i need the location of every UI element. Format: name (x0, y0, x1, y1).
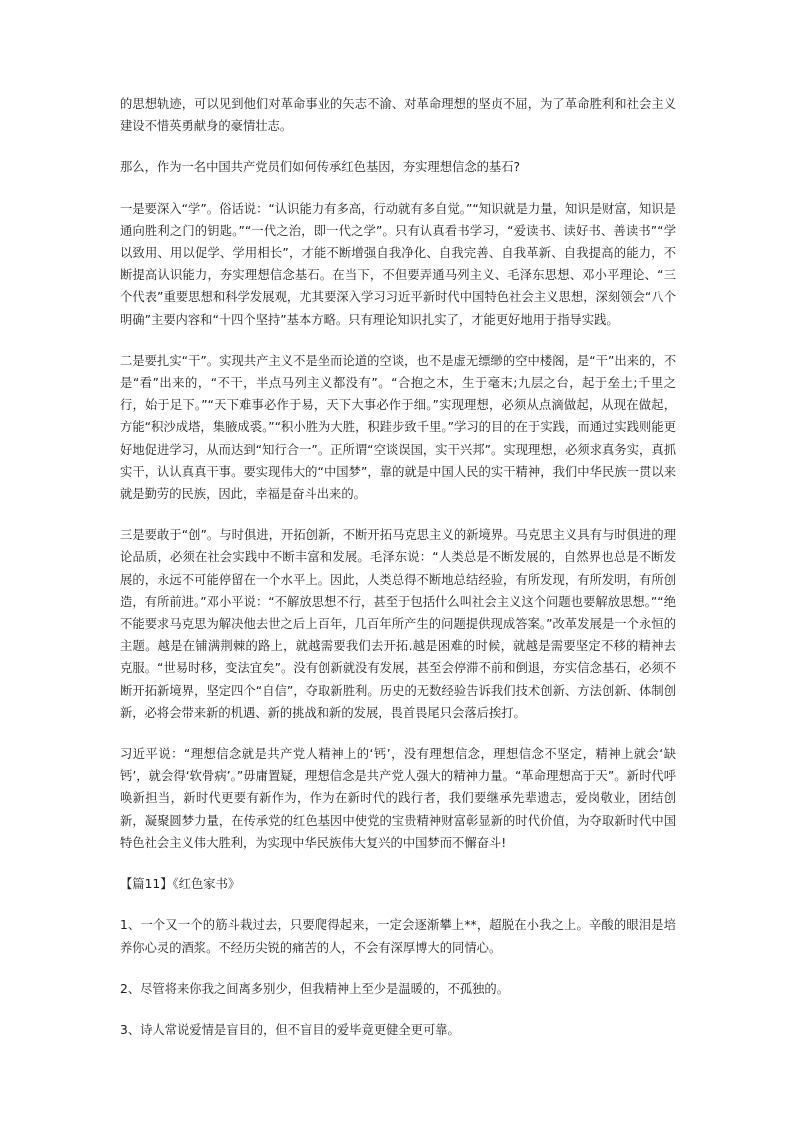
section-heading: 【篇11】《红色家书》 (120, 877, 241, 892)
list-item: 1、一个又一个的筋斗栽过去，只要爬得起来，一定会逐渐攀上**，超脱在小我之上。辛酸的眼泪是培养你心灵的酒浆。不经历尖锐的痛苦的人，不会有深厚博大的同情心。 (120, 918, 676, 955)
paragraph-practice: 二是要扎实“干”。实现共产主义不是坐而论道的空谈，也不是虚无缥缈的空中楼阁，是“干”出来的，不是“看”出来的，“不干，半点马列主义都没有”。“合抱之木，生于毫末;九层之台，起于垒土;千里之行，始于足下。”“天下难事必作于易，天下大事必作于细。”实现理想，必须从点滴做起，从现在做起，方能“积沙成塔，集腋成裘。”“积小胜为大胜，积跬步致千里。”学习的目的在于实践，而通过实践则能更好地促进学习，从而达到“知行合一”。正所谓“空谈误国，实干兴邦”。实现理想，必须求真务实，真抓实干，认认真真干事。要实现伟大的“中国梦”，靠的就是中国人民的实干精神，我们中华民族一贯以来就是勤劳的民族，因此，幸福是奋斗出来的。 (120, 353, 676, 502)
list-item: 3、诗人常说爱情是盲目的，但不盲目的爱毕竟更健全更可靠。 (120, 1022, 460, 1037)
paragraph-innovate: 三是要敢于“创”。与时俱进，开拓创新，不断开拓马克思主义的新境界。马克思主义具有与时俱进的理论品质，必须在社会实践中不断丰富和发展。毛泽东说：“人类总是不断发展的，自然界也总是不断发展的，永远不可能停留在一个水平上。因此，人类总得不断地总结经验，有所发现，有所发明，有所创造，有所前进。”邓小平说：“不解放思想不行，甚至于包括什么叫社会主义这个问题也要解放思想。”“绝不能要求马克思为解决他去世之后上百年，几百年所产生的问题提供现成答案。”改革发展是一个永恒的主题。越是在铺满荆棘的路上，就越需要我们去开拓.越是困难的时候，就越是需要坚定不移的精神去克服。“世易时移，变法宜矣”。没有创新就没有发展，甚至会停滞不前和倒退，夯实信念基石，必须不断开拓新境界，坚定四个“自信”，夺取新胜利。历史的无数经验告诉我们技术创新、方法创新、体制创新，必将会带来新的机遇、新的挑战和新的发展，畏首畏尾只会落后挨打。 (120, 528, 676, 720)
document-page (120, 93, 676, 1060)
paragraph-study: 一是要深入“学”。俗话说：“认识能力有多高，行动就有多自觉。”“知识就是力量，知识是财富，知识是通向胜利之门的钥匙。”“一代之治，即一代之学”。只有认真看书学习，“爱读书、读好书、善读书”“学以致用、用以促学、学用相长”，才能不断增强自我净化、自我完善、自我革新、自我提高的能力，不断提高认识能力，夯实理想信念基石。在当下，不但要弄通马列主义、毛泽东思想、邓小平理论、“三个代表”重要思想和科学发展观，尤其要深入学习习近平新时代中国特色社会主义思想，深刻领会“八个明确”主要内容和“十四个坚持”基本方略。只有理论知识扎实了，才能更好地用于指导实践。 (120, 201, 676, 327)
paragraph-ideals: 习近平说：“理想信念就是共产党人精神上的‘钙’，没有理想信念，理想信念不坚定，精神上就会‘缺钙’，就会得‘软骨病’。”毋庸置疑，理想信念是共产党人强大的精神力量。“革命理想高于天”。新时代呼唤新担当，新时代更要有新作为，作为在新时代的践行者，我们要继承先辈遗志，爱岗敬业，团结创新，凝聚圆梦力量，在传承党的红色基因中使党的宝贵精神财富彰显新的时代价值，为夺取新时代中国特色社会主义伟大胜利，为实现中华民族伟大复兴的中国梦而不懈奋斗! (120, 747, 676, 850)
paragraph-question: 那么，作为一名中国共产党员们如何传承红色基因，夯实理想信念的基石? (120, 160, 521, 175)
paragraph-intro-continuation: 的思想轨迹，可以见到他们对革命事业的矢志不渝、对革命理想的坚贞不屈，为了革命胜利和社会主义建设不惜英勇献身的豪情壮志。 (120, 97, 676, 134)
list-item: 2、尽管将来你我之间离多别少，但我精神上至少是温暖的，不孤独的。 (120, 981, 510, 996)
